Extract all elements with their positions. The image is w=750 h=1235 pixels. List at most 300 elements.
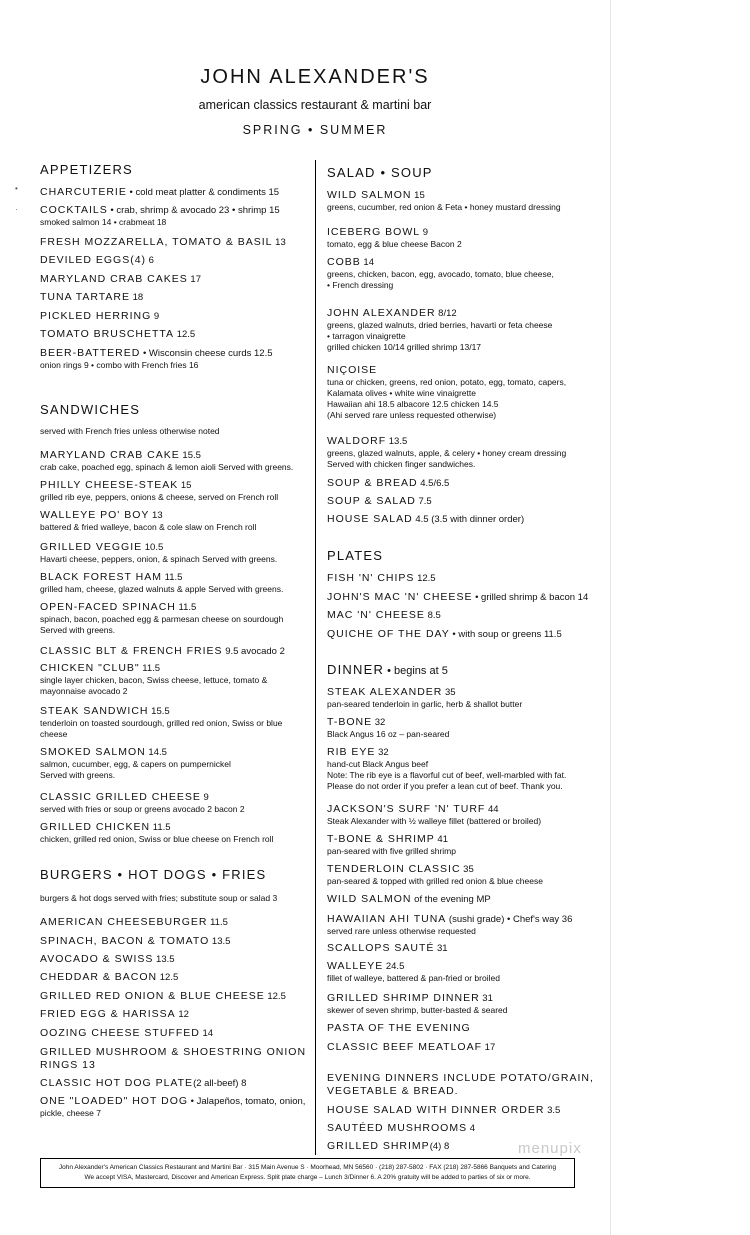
menu-item	[327, 572, 436, 585]
menu-item-line	[40, 916, 228, 929]
menu-item-price: • crab, shrimp & avocado 23 • shrimp 15	[107, 205, 280, 216]
menu-item-line	[327, 893, 491, 906]
menu-item	[327, 307, 552, 353]
menu-item-name: ONE "LOADED" HOT DOG	[40, 1095, 189, 1107]
menu-item-price: 18	[130, 292, 144, 303]
menu-item-price: 11.5	[207, 917, 228, 928]
menu-item-price: 14	[199, 1028, 214, 1039]
menu-item-name: TOMATO BRUSCHETTA	[40, 328, 175, 340]
menu-item-detail: served with fries or soup or greens avocado 2 bacon 2	[40, 803, 245, 814]
menu-item-price: 35	[442, 687, 456, 698]
menu-item-name: BEER-BATTERED	[40, 347, 141, 359]
menu-item-line	[327, 913, 572, 926]
menu-item-name: BLACK FOREST HAM	[40, 571, 162, 583]
menu-item-line	[327, 803, 541, 816]
menu-item-name: GRILLED SHRIMP DINNER	[327, 992, 480, 1004]
menu-item	[40, 328, 195, 341]
menu-item	[40, 449, 293, 473]
menu-item	[327, 495, 432, 508]
footer-box	[40, 1158, 575, 1188]
menu-item-detail: RINGS 13	[40, 1058, 96, 1071]
menu-item-line	[327, 1104, 560, 1117]
menu-item-detail: fillet of walleye, battered & pan-fried or broiled	[327, 972, 500, 983]
menu-item-name: MAC 'N' CHEESE	[327, 609, 425, 621]
menu-item-name: PHILLY CHEESE-STEAK	[40, 479, 179, 491]
menu-item	[40, 953, 175, 966]
menu-item-line	[327, 572, 436, 585]
menu-item-detail: tuna or chicken, greens, red onion, potato, egg, tomato, capers,	[327, 376, 567, 387]
menu-item-line	[40, 1027, 213, 1040]
menu-item-name: WALLEYE PO' BOY	[40, 509, 150, 521]
menu-item-line	[40, 509, 256, 522]
menu-item-line	[40, 328, 195, 341]
menu-item-detail: Steak Alexander with ½ walleye fillet (battered or broiled)	[327, 815, 542, 826]
menu-item-name: SCALLOPS SAUTÉ	[327, 942, 435, 954]
menu-item	[40, 1077, 246, 1090]
menu-item-detail: tomato, egg & blue cheese Bacon 2	[327, 238, 462, 249]
menu-item-line	[40, 705, 282, 718]
menu-item-detail: Served with chicken finger sandwiches.	[327, 458, 476, 469]
menu-item-line	[40, 449, 293, 462]
scan-speck: ·	[15, 205, 18, 214]
menu-item	[40, 990, 286, 1003]
menu-item-price: 24.5	[383, 961, 405, 972]
menu-item-price: 41	[434, 834, 448, 845]
menu-item-detail: cheese	[40, 728, 68, 739]
menu-item	[40, 705, 282, 740]
menu-item-detail: greens, cucumber, red onion & Feta • honey mustard dressing	[327, 201, 561, 212]
menu-item-name: STEAK SANDWICH	[40, 705, 149, 717]
menu-item-name: HOUSE SALAD WITH DINNER ORDER	[327, 1104, 545, 1116]
footer-line-1: John Alexander's American Classics Restaurant and Martini Bar · 315 Main Avenue S · Moorhead, MN 56560 · (218) 287-5802 · FAX (218) 287-5866 Banquets and Catering	[58, 1164, 557, 1171]
menu-item-name: JOHN'S MAC 'N' CHEESE	[327, 591, 473, 603]
menu-item	[327, 992, 507, 1016]
menu-item	[327, 513, 524, 526]
menu-item-name: CLASSIC GRILLED CHEESE	[40, 791, 201, 803]
menu-item-line	[40, 1095, 305, 1108]
menu-item	[327, 716, 449, 740]
menu-item-price: 11.5	[150, 822, 171, 833]
menu-item-name: GRILLED MUSHROOM & SHOESTRING ONION	[40, 1046, 307, 1058]
menu-item-line	[40, 347, 273, 360]
menu-item-line	[327, 992, 507, 1005]
menu-item-name: CHARCUTERIE	[40, 186, 127, 198]
menu-item-detail: greens, chicken, bacon, egg, avocado, tomato, blue cheese,	[327, 268, 554, 279]
menu-item	[40, 662, 267, 697]
menu-item	[40, 821, 273, 845]
menu-item	[327, 226, 462, 250]
menu-item-price: 15	[178, 480, 192, 491]
menu-item-line	[40, 821, 273, 834]
dinner-heading-note: • begins at 5	[384, 665, 448, 677]
menu-item-price: of the evening MP	[411, 894, 491, 905]
menu-item-price: 15.5	[148, 706, 170, 717]
menu-item-name: CHICKEN "CLUB"	[40, 662, 140, 674]
menu-item	[327, 364, 566, 421]
menu-item-detail: served rare unless otherwise requested	[327, 925, 476, 936]
menu-item	[40, 971, 178, 984]
menu-item	[40, 1095, 305, 1119]
menu-item-detail: Served with greens.	[40, 769, 116, 780]
menu-item	[327, 893, 491, 906]
menu-item	[327, 1122, 475, 1135]
menu-item	[327, 746, 566, 792]
menu-item-price: • grilled shrimp & bacon 14	[472, 592, 589, 603]
menu-item	[327, 1041, 495, 1054]
menu-item-detail: Havarti cheese, peppers, onion, & spinach Served with greens.	[40, 553, 278, 564]
menu-item-price: 31	[434, 943, 448, 954]
menu-item-line	[327, 686, 522, 699]
menu-item-name: JOHN ALEXANDER	[327, 307, 436, 319]
menu-item-price: 11.5	[175, 602, 197, 613]
menu-item-price: • Jalapeños, tomato, onion,	[188, 1096, 306, 1107]
menu-item	[327, 803, 541, 827]
menu-item-line	[40, 236, 286, 249]
menu-item-name: DEVILED EGGS(4)	[40, 254, 147, 266]
menu-item-price: 8/12	[435, 308, 457, 319]
menu-item-line	[40, 479, 278, 492]
menu-item-price: • Wisconsin cheese curds 12.5	[140, 348, 273, 359]
menu-item-name: HOUSE SALAD	[327, 513, 413, 525]
menu-item-line	[40, 601, 283, 614]
menu-item	[327, 189, 561, 213]
menu-item-price: 9	[420, 227, 429, 238]
burgers-note: burgers & hot dogs served with fries; substitute soup or salad 3	[40, 893, 278, 903]
menu-item-detail: crab cake, poached egg, spinach & lemon aioli Served with greens.	[40, 461, 294, 472]
menu-item-line	[327, 609, 441, 622]
menu-item-line	[40, 645, 285, 658]
menu-item-line	[40, 254, 154, 267]
menu-item	[40, 916, 228, 929]
menu-item-line	[327, 960, 500, 973]
page-edge	[610, 0, 611, 1235]
menu-item	[327, 609, 441, 622]
menu-item	[40, 479, 278, 503]
menu-item-price: 13.5	[386, 436, 408, 447]
menu-item-name: NIÇOISE	[327, 364, 378, 376]
menu-item	[327, 863, 543, 887]
menu-item-name: SOUP & SALAD	[327, 495, 416, 507]
menu-item-name: OPEN-FACED SPINACH	[40, 601, 176, 613]
menu-item-detail: skewer of seven shrimp, butter-basted & seared	[327, 1004, 508, 1015]
menu-item-name: JACKSON'S SURF 'N' TURF	[327, 803, 486, 815]
menu-item	[40, 645, 285, 658]
menu-item-line	[327, 746, 566, 759]
menu-item	[327, 1140, 449, 1153]
menu-item-name: CLASSIC BEEF MEATLOAF	[327, 1041, 483, 1053]
menu-item-price: 11.5	[139, 663, 161, 674]
menu-item-name: GRILLED SHRIMP	[327, 1140, 430, 1152]
menu-item-line	[327, 189, 561, 202]
menu-item	[40, 746, 231, 781]
menu-item	[40, 186, 279, 199]
menu-item-price: 14.5	[145, 747, 167, 758]
menu-item-detail: • tarragon vinaigrette	[327, 330, 406, 341]
menu-item-line	[327, 435, 566, 448]
menu-item	[327, 686, 522, 710]
menu-item-detail: Black Angus 16 oz – pan-seared	[327, 728, 450, 739]
menu-item	[40, 935, 230, 948]
menu-item-detail: grilled rib eye, peppers, onions & cheese, served on French roll	[40, 491, 279, 502]
menu-item-price: 12.5	[264, 991, 286, 1002]
menu-item-name: GRILLED RED ONION & BLUE CHEESE	[40, 990, 265, 1002]
menu-item-line	[40, 310, 159, 323]
menu-item-line	[327, 1122, 475, 1135]
menu-item-line	[40, 935, 230, 948]
menu-item-line	[327, 226, 462, 239]
menu-item	[40, 236, 286, 249]
menu-item-line	[327, 513, 524, 526]
menu-item-detail: mayonnaise avocado 2	[40, 685, 128, 696]
menu-item-name: SOUP & BREAD	[327, 477, 418, 489]
menu-item-price: 9.5 avocado 2	[222, 646, 285, 657]
menu-item	[327, 591, 588, 604]
menu-item-detail: Please do not order if you prefer a lean cut of beef. Thank you.	[327, 780, 563, 791]
menu-item-detail: (Ahi served rare unless requested otherwise)	[327, 409, 497, 420]
menu-item-price: 32	[375, 747, 389, 758]
menu-item-line	[40, 971, 178, 984]
plates-heading: PLATES	[327, 548, 384, 563]
menu-item-price: 7.5	[415, 496, 432, 507]
menu-item-detail: pan-seared tenderloin in garlic, herb & shallot butter	[327, 698, 523, 709]
menu-item-name: PASTA OF THE EVENING	[327, 1022, 471, 1034]
menu-item-name: FRESH MOZZARELLA, TOMATO & BASIL	[40, 236, 273, 248]
menu-item-name: RIB EYE	[327, 746, 376, 758]
menu-item-detail: Kalamata olives • white wine vinaigrette	[327, 387, 476, 398]
menu-item-line	[40, 746, 231, 759]
menu-item-line	[327, 364, 566, 377]
column-divider	[315, 160, 316, 1155]
menu-item	[40, 1008, 189, 1021]
menu-item	[327, 477, 449, 490]
menu-item-name: STEAK ALEXANDER	[327, 686, 443, 698]
menu-item-detail: Note: The rib eye is a flavorful cut of beef, well-marbled with fat.	[327, 769, 567, 780]
menu-item-detail: pickle, cheese 7	[40, 1107, 101, 1118]
menupix-watermark: menupix	[518, 1140, 582, 1157]
menu-item-price: 13.5	[153, 954, 175, 965]
menu-item-detail: greens, glazed walnuts, dried berries, havarti or feta cheese	[327, 319, 553, 330]
menu-item-name: AVOCADO & SWISS	[40, 953, 154, 965]
menu-item	[40, 310, 159, 323]
burgers-heading: BURGERS • HOT DOGS • FRIES	[40, 867, 267, 882]
menu-item-line	[327, 716, 449, 729]
menu-item-line	[327, 307, 552, 320]
salad-soup-heading: SALAD • SOUP	[327, 165, 433, 180]
menu-item	[40, 509, 256, 533]
menu-item-detail: grilled ham, cheese, glazed walnuts & apple Served with greens.	[40, 583, 284, 594]
menu-item-name: FISH 'N' CHIPS	[327, 572, 415, 584]
menu-item	[327, 942, 448, 955]
menu-item-price: • cold meat platter & condiments 15	[126, 187, 280, 198]
menu-item-name: CHEDDAR & BACON	[40, 971, 158, 983]
menu-item-price: 13	[149, 510, 163, 521]
menu-item-line	[327, 833, 456, 846]
menu-item-detail: • French dressing	[327, 279, 394, 290]
menu-item-price: 13	[272, 237, 286, 248]
footer-line-2: We accept VISA, Mastercard, Discover and American Express. Split plate charge – Lunch 3/Dinner 6. A 20% gratuity will be added to parties of six or more.	[84, 1174, 531, 1181]
menu-item-detail: pan-seared with five grilled shrimp	[327, 845, 456, 856]
menu-item-price: 4.5 (3.5 with dinner order)	[412, 514, 525, 525]
menu-item	[40, 204, 280, 228]
menu-item	[327, 628, 562, 641]
menu-item-line	[327, 942, 448, 955]
menu-item-price: 4	[467, 1123, 476, 1134]
menu-item-price: 12	[175, 1009, 189, 1020]
menu-item-price: 31	[479, 993, 493, 1004]
menu-item-line	[40, 204, 280, 217]
menu-item-name: MARYLAND CRAB CAKES	[40, 273, 188, 285]
menu-item-name: GRILLED VEGGIE	[40, 541, 143, 553]
dinner-includes-note: EVENING DINNERS INCLUDE POTATO/GRAIN, VEGETABLE & BREAD.	[327, 1072, 594, 1097]
menu-item-line	[40, 186, 279, 199]
menu-item-line	[40, 571, 283, 584]
menu-item-detail: battered & fried walleye, bacon & cole slaw on French roll	[40, 521, 257, 532]
menu-item-line	[40, 990, 286, 1003]
menu-item-name: SPINACH, BACON & TOMATO	[40, 935, 210, 947]
menu-item-detail: pan-seared & topped with grilled red onion & blue cheese	[327, 875, 543, 886]
menu-item-price: 17	[187, 274, 201, 285]
menu-item-name: FRIED EGG & HARISSA	[40, 1008, 176, 1020]
menu-item-price: 12.5	[157, 972, 179, 983]
menu-item-line	[40, 953, 175, 966]
menu-item-price: 3.5	[544, 1105, 561, 1116]
menu-item-name: GRILLED CHICKEN	[40, 821, 151, 833]
menu-item	[40, 791, 245, 815]
menu-item-detail: chicken, grilled red onion, Swiss or blue cheese on French roll	[40, 833, 274, 844]
menu-item-detail: onion rings 9 • combo with French fries 16	[40, 359, 199, 370]
menu-item-detail: tenderloin on toasted sourdough, grilled red onion, Swiss or blue	[40, 717, 283, 728]
menu-item-detail: greens, glazed walnuts, apple, & celery • honey cream dressing	[327, 447, 567, 458]
menu-item-name: WILD SALMON	[327, 893, 412, 905]
menu-item-price: 9	[200, 792, 209, 803]
menu-item-name: SMOKED SALMON	[40, 746, 146, 758]
menu-item	[40, 1027, 213, 1040]
menu-item	[40, 347, 273, 371]
menu-item	[327, 1104, 560, 1117]
menu-item-detail: smoked salmon 14 • crabmeat 18	[40, 216, 167, 227]
menu-item-line	[327, 1041, 495, 1054]
menu-item-price: 10.5	[142, 542, 164, 553]
menu-item-price: 35	[460, 864, 474, 875]
menu-item-name: OOZING CHEESE STUFFED	[40, 1027, 200, 1039]
menu-item-name: MARYLAND CRAB CAKE	[40, 449, 180, 461]
menu-item-price: • with soup or greens 11.5	[449, 629, 562, 640]
menu-item-price: 17	[482, 1042, 496, 1053]
menu-item-line	[40, 791, 245, 804]
menu-item-detail: spinach, bacon, poached egg & parmesan cheese on sourdough	[40, 613, 284, 624]
menu-item-name: T-BONE	[327, 716, 373, 728]
menu-item-name: COCKTAILS	[40, 204, 108, 216]
menu-item-name: AMERICAN CHEESEBURGER	[40, 916, 208, 928]
menu-item-detail: salmon, cucumber, egg, & capers on pumpernickel	[40, 758, 231, 769]
menu-item-name: CLASSIC HOT DOG PLATE	[40, 1077, 194, 1089]
menu-item	[40, 1046, 306, 1071]
sandwiches-note: served with French fries unless otherwise noted	[40, 426, 220, 436]
restaurant-subtitle: american classics restaurant & martini bar	[198, 98, 432, 112]
menu-item-price: 32	[372, 717, 386, 728]
menu-item-line	[40, 1008, 189, 1021]
menu-item-name: WILD SALMON	[327, 189, 412, 201]
menu-item-name: SAUTÉED MUSHROOMS	[327, 1122, 468, 1134]
menu-item-detail: Hawaiian ahi 18.5 albacore 12.5 chicken 14.5	[327, 398, 499, 409]
menu-item-price: (2 all-beef) 8	[193, 1078, 247, 1089]
menu-item	[40, 273, 201, 286]
menu-item	[40, 571, 283, 595]
menu-item	[327, 1022, 471, 1035]
menu-item-name: TUNA TARTARE	[40, 291, 130, 303]
menu-item-line	[40, 1046, 306, 1059]
menu-item-name: T-BONE & SHRIMP	[327, 833, 435, 845]
menu-item-price: 8.5	[424, 610, 441, 621]
menu-item	[40, 541, 277, 565]
menu-item	[327, 913, 572, 937]
menu-item	[40, 254, 154, 267]
menu-item-line	[327, 256, 554, 269]
menu-item-line	[327, 628, 562, 641]
menu-item	[40, 601, 283, 636]
menu-item-line	[40, 541, 277, 554]
menu-item-detail: single layer chicken, bacon, Swiss cheese, lettuce, tomato &	[40, 674, 268, 685]
menu-item-name: WALLEYE	[327, 960, 384, 972]
menu-season: SPRING • SUMMER	[242, 123, 388, 137]
menu-item-line	[327, 495, 432, 508]
menu-item	[327, 833, 456, 857]
menu-item-price: 12.5	[174, 329, 196, 340]
menu-item-line	[327, 477, 449, 490]
menu-item-price: 13.5	[209, 936, 231, 947]
menu-item	[327, 960, 500, 984]
menu-item-name: ICEBERG BOWL	[327, 226, 421, 238]
menu-item	[327, 256, 554, 291]
menu-item-price: 14	[360, 257, 374, 268]
menu-item	[327, 435, 566, 470]
menu-item-line	[327, 591, 588, 604]
dinner-heading	[327, 662, 448, 677]
menu-item-name: HAWAIIAN AHI TUNA	[327, 913, 447, 925]
menu-item	[40, 291, 143, 304]
menu-item-line	[40, 291, 143, 304]
menu-item-price: 9	[151, 311, 160, 322]
menu-item-line	[40, 273, 201, 286]
menu-item-detail: Served with greens.	[40, 624, 116, 635]
menu-item-price: 12.5	[414, 573, 436, 584]
menu-item-price: 11.5	[162, 572, 183, 583]
scan-speck: •	[15, 184, 18, 193]
restaurant-title: JOHN ALEXANDER'S	[200, 66, 430, 88]
menu-item-name: COBB	[327, 256, 361, 268]
menu-item-price: 15	[411, 190, 425, 201]
appetizers-heading: APPETIZERS	[40, 162, 133, 177]
menu-item-line	[327, 1140, 449, 1153]
sandwiches-heading: SANDWICHES	[40, 402, 141, 417]
menu-item-detail: hand-cut Black Angus beef	[327, 758, 429, 769]
menu-item-name: TENDERLOIN CLASSIC	[327, 863, 461, 875]
menu-item-price: (4) 8	[429, 1141, 450, 1152]
menu-item-line	[327, 1022, 471, 1035]
menu-item-name: CLASSIC BLT & FRENCH FRIES	[40, 645, 223, 657]
menu-item-detail: grilled chicken 10/14 grilled shrimp 13/17	[327, 341, 482, 352]
menu-item-line	[327, 863, 543, 876]
menu-item-price: 44	[485, 804, 499, 815]
menu-item-price: 6	[146, 255, 154, 266]
menu-item-name: WALDORF	[327, 435, 387, 447]
menu-item-name: QUICHE OF THE DAY	[327, 628, 450, 640]
menu-item-price: (sushi grade) • Chef's way 36	[446, 914, 573, 925]
dinner-heading-title: DINNER	[327, 662, 385, 677]
menu-item-price: 15.5	[179, 450, 201, 461]
menu-item-line	[40, 662, 267, 675]
menu-item-line	[40, 1077, 246, 1090]
